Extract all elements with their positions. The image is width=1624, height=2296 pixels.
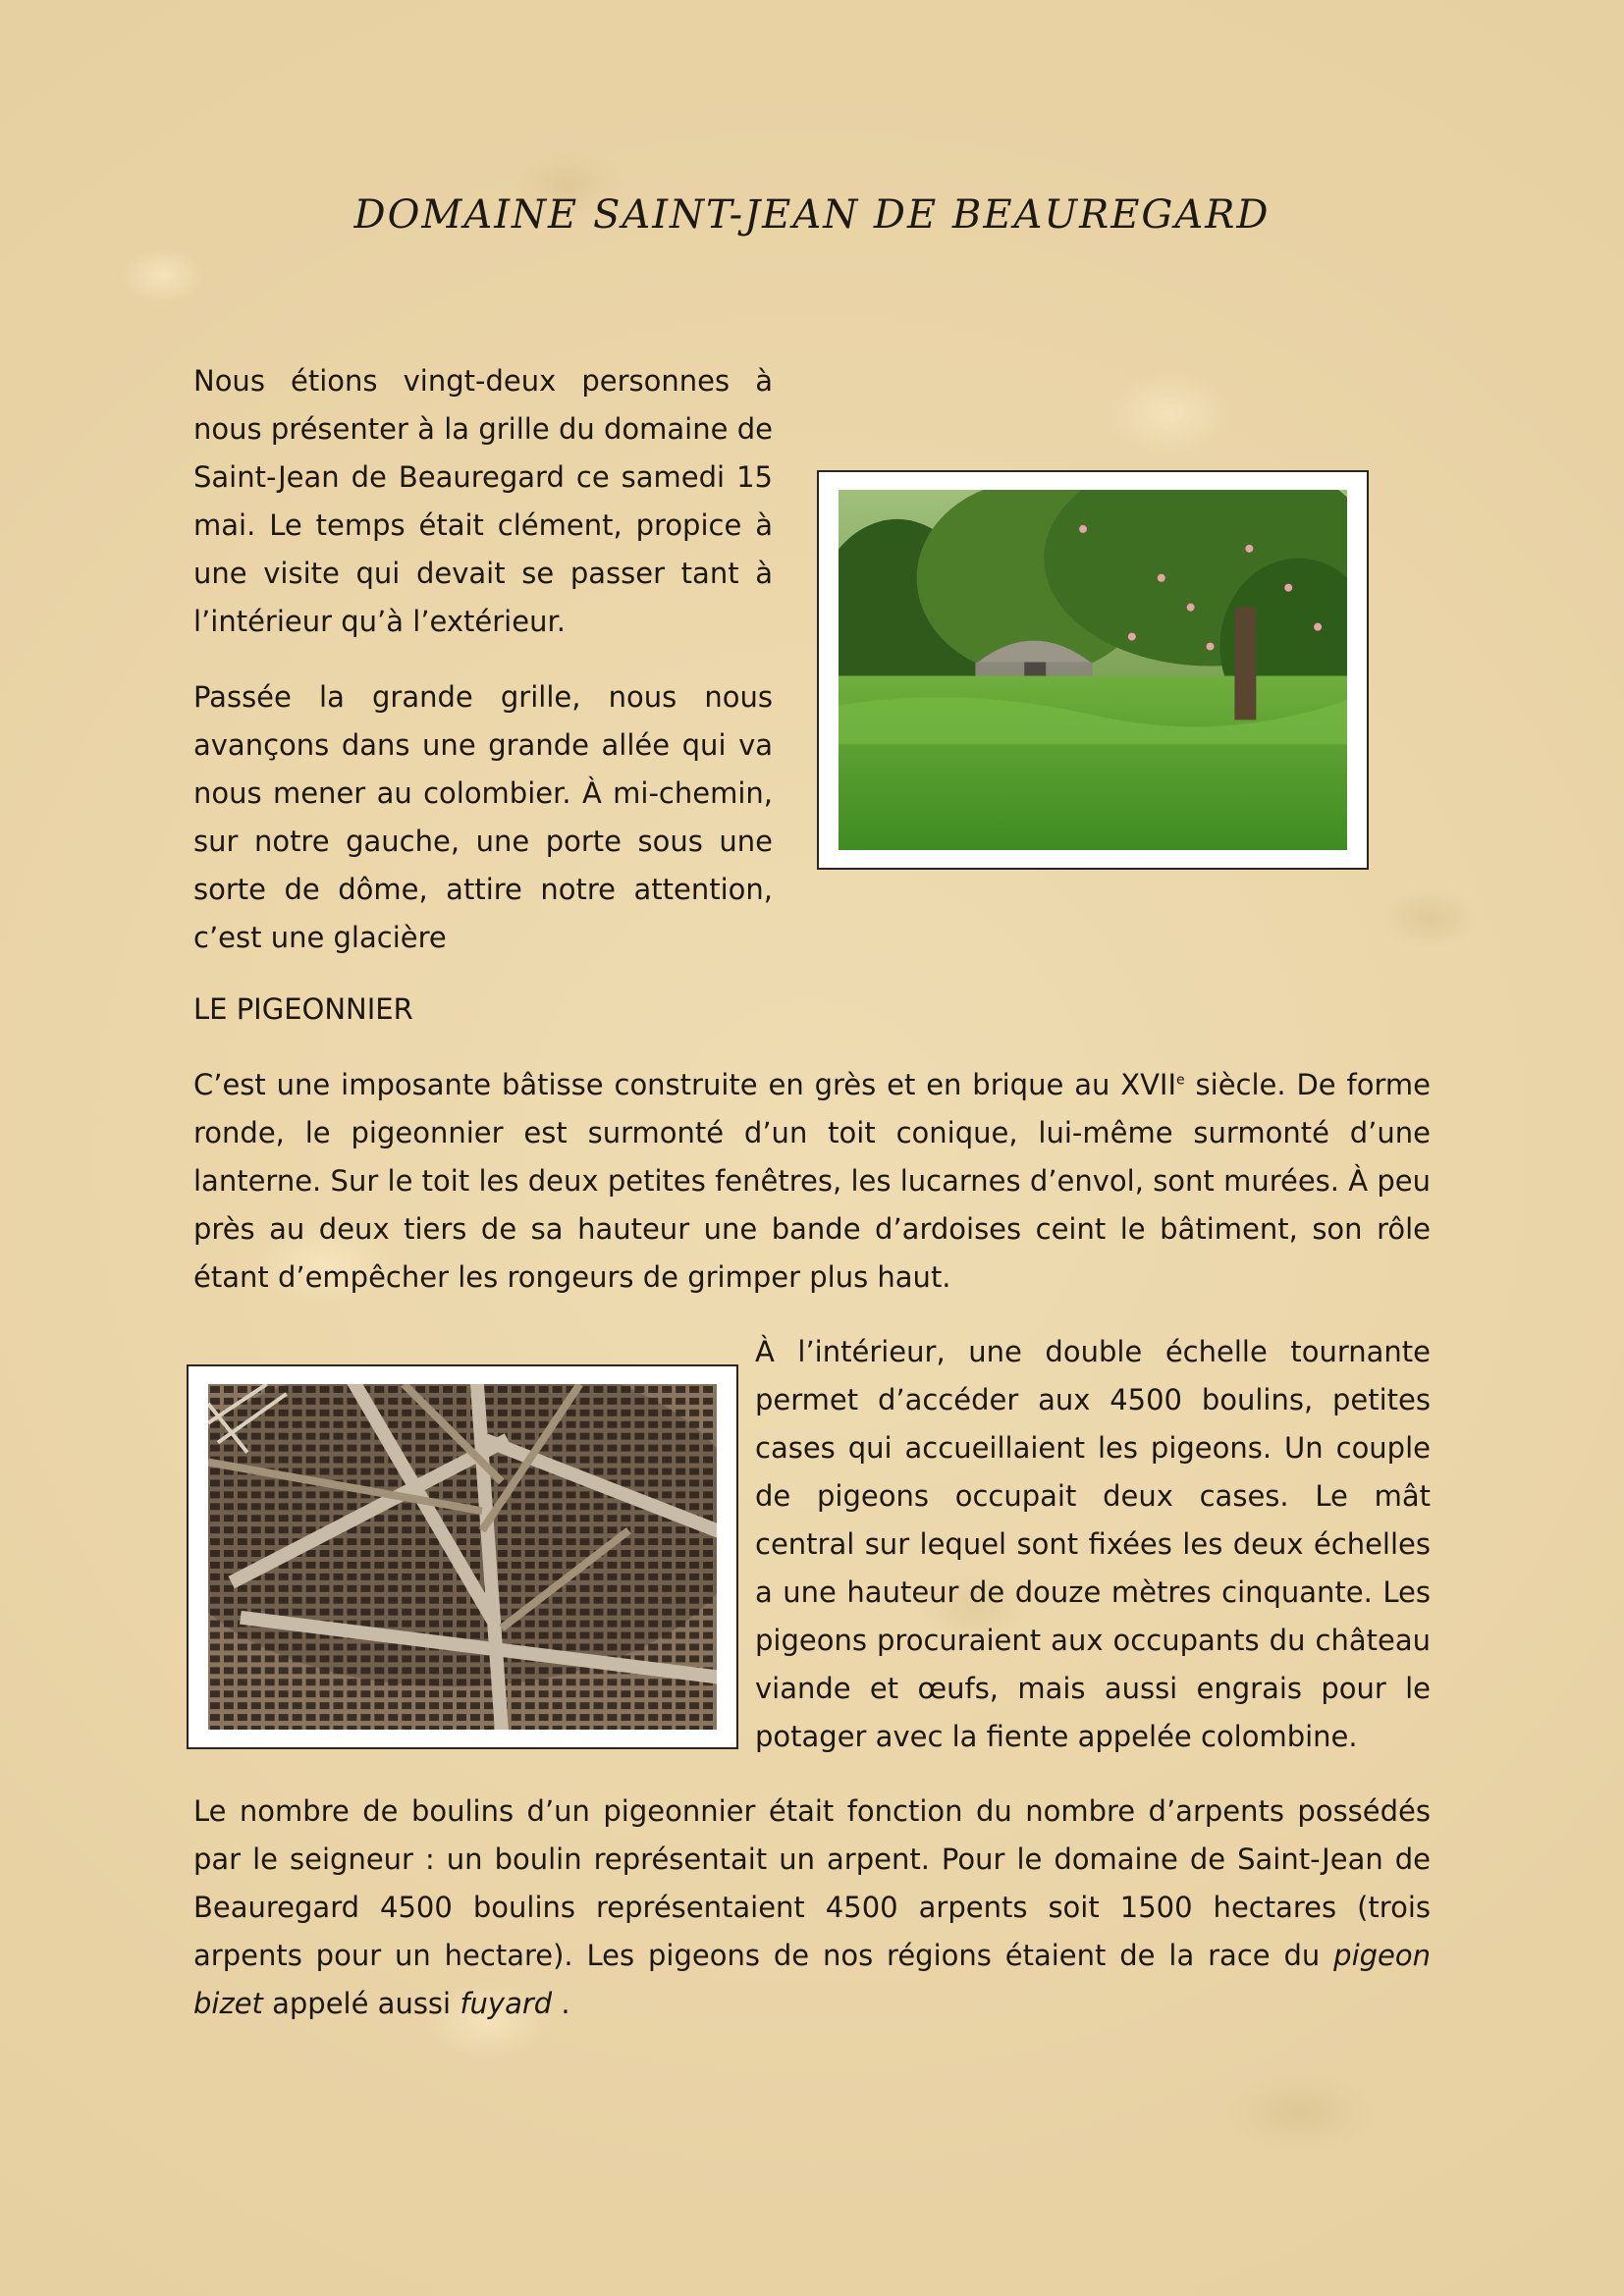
pigeonnier-paragraph-2: À l’intérieur, une double échelle tournante permet d’accéder aux 4500 boulins, petites cases qui accueillaient les pigeons. Un couple de pigeons occupait deux cases. Le mât central sur lequel sont fixées les deux échelles a une hauteur de douze mètres cinquante. Les pigeons procuraient aux occupants du château viande et œufs, mais aussi engrais pour le potager avec la fiente appelée colombine. — [755, 1335, 1431, 1753]
intro-paragraph-2: Passée la grande grille, nous nous avançons dans une grande allée qui va nous mener au colombier. À mi-chemin, sur notre gauche, une porte sous une sorte de dôme, attire notre attention, c’est une glacière — [193, 680, 773, 954]
section-heading-pigeonnier: LE PIGEONNIER — [193, 992, 413, 1026]
pigeonnier-paragraph-3: Le nombre de boulins d’un pigeonnier était fonction du nombre d’arpents possédés par le seigneur : un boulin représentait un arpent. Pour le domaine de Saint-Jean de Beauregard 4500 boulins représentaient 4500 arpents soit 1500 hectares (trois arpents pour un hectare). Les pigeons de nos régions étaient de la race du pigeon bizet appelé aussi fuyard . — [193, 1794, 1431, 2020]
page-title: DOMAINE SAINT-JEAN DE BEAUREGARD — [353, 192, 1271, 238]
glaciere-photo-image — [839, 490, 1347, 850]
pigeonnier-interior-image — [208, 1384, 717, 1730]
pigeonnier-interior-photo — [187, 1364, 738, 1749]
glaciere-photo — [817, 470, 1369, 870]
intro-paragraph-1: Nous étions vingt-deux personnes à nous présenter à la grille du domaine de Saint-Jean de Beauregard ce samedi 15 mai. Le temps était clément, propice à une visite qui devait se passer tant à l’intérieur qu’à l’extérieur. — [193, 364, 773, 638]
pigeonnier-paragraph-1: C’est une imposante bâtisse construite en grès et en brique au XVIIe siècle. De forme ronde, le pigeonnier est surmonté d’un toit conique, lui-même surmonté d’une lanterne. Sur le toit les deux petites fenêtres, les lucarnes d’envol, sont murées. À peu près au deux tiers de sa hauteur une bande d’ardoises ceint le bâtiment, son rôle étant d’empêcher les rongeurs de grimper plus haut. — [193, 1068, 1431, 1294]
